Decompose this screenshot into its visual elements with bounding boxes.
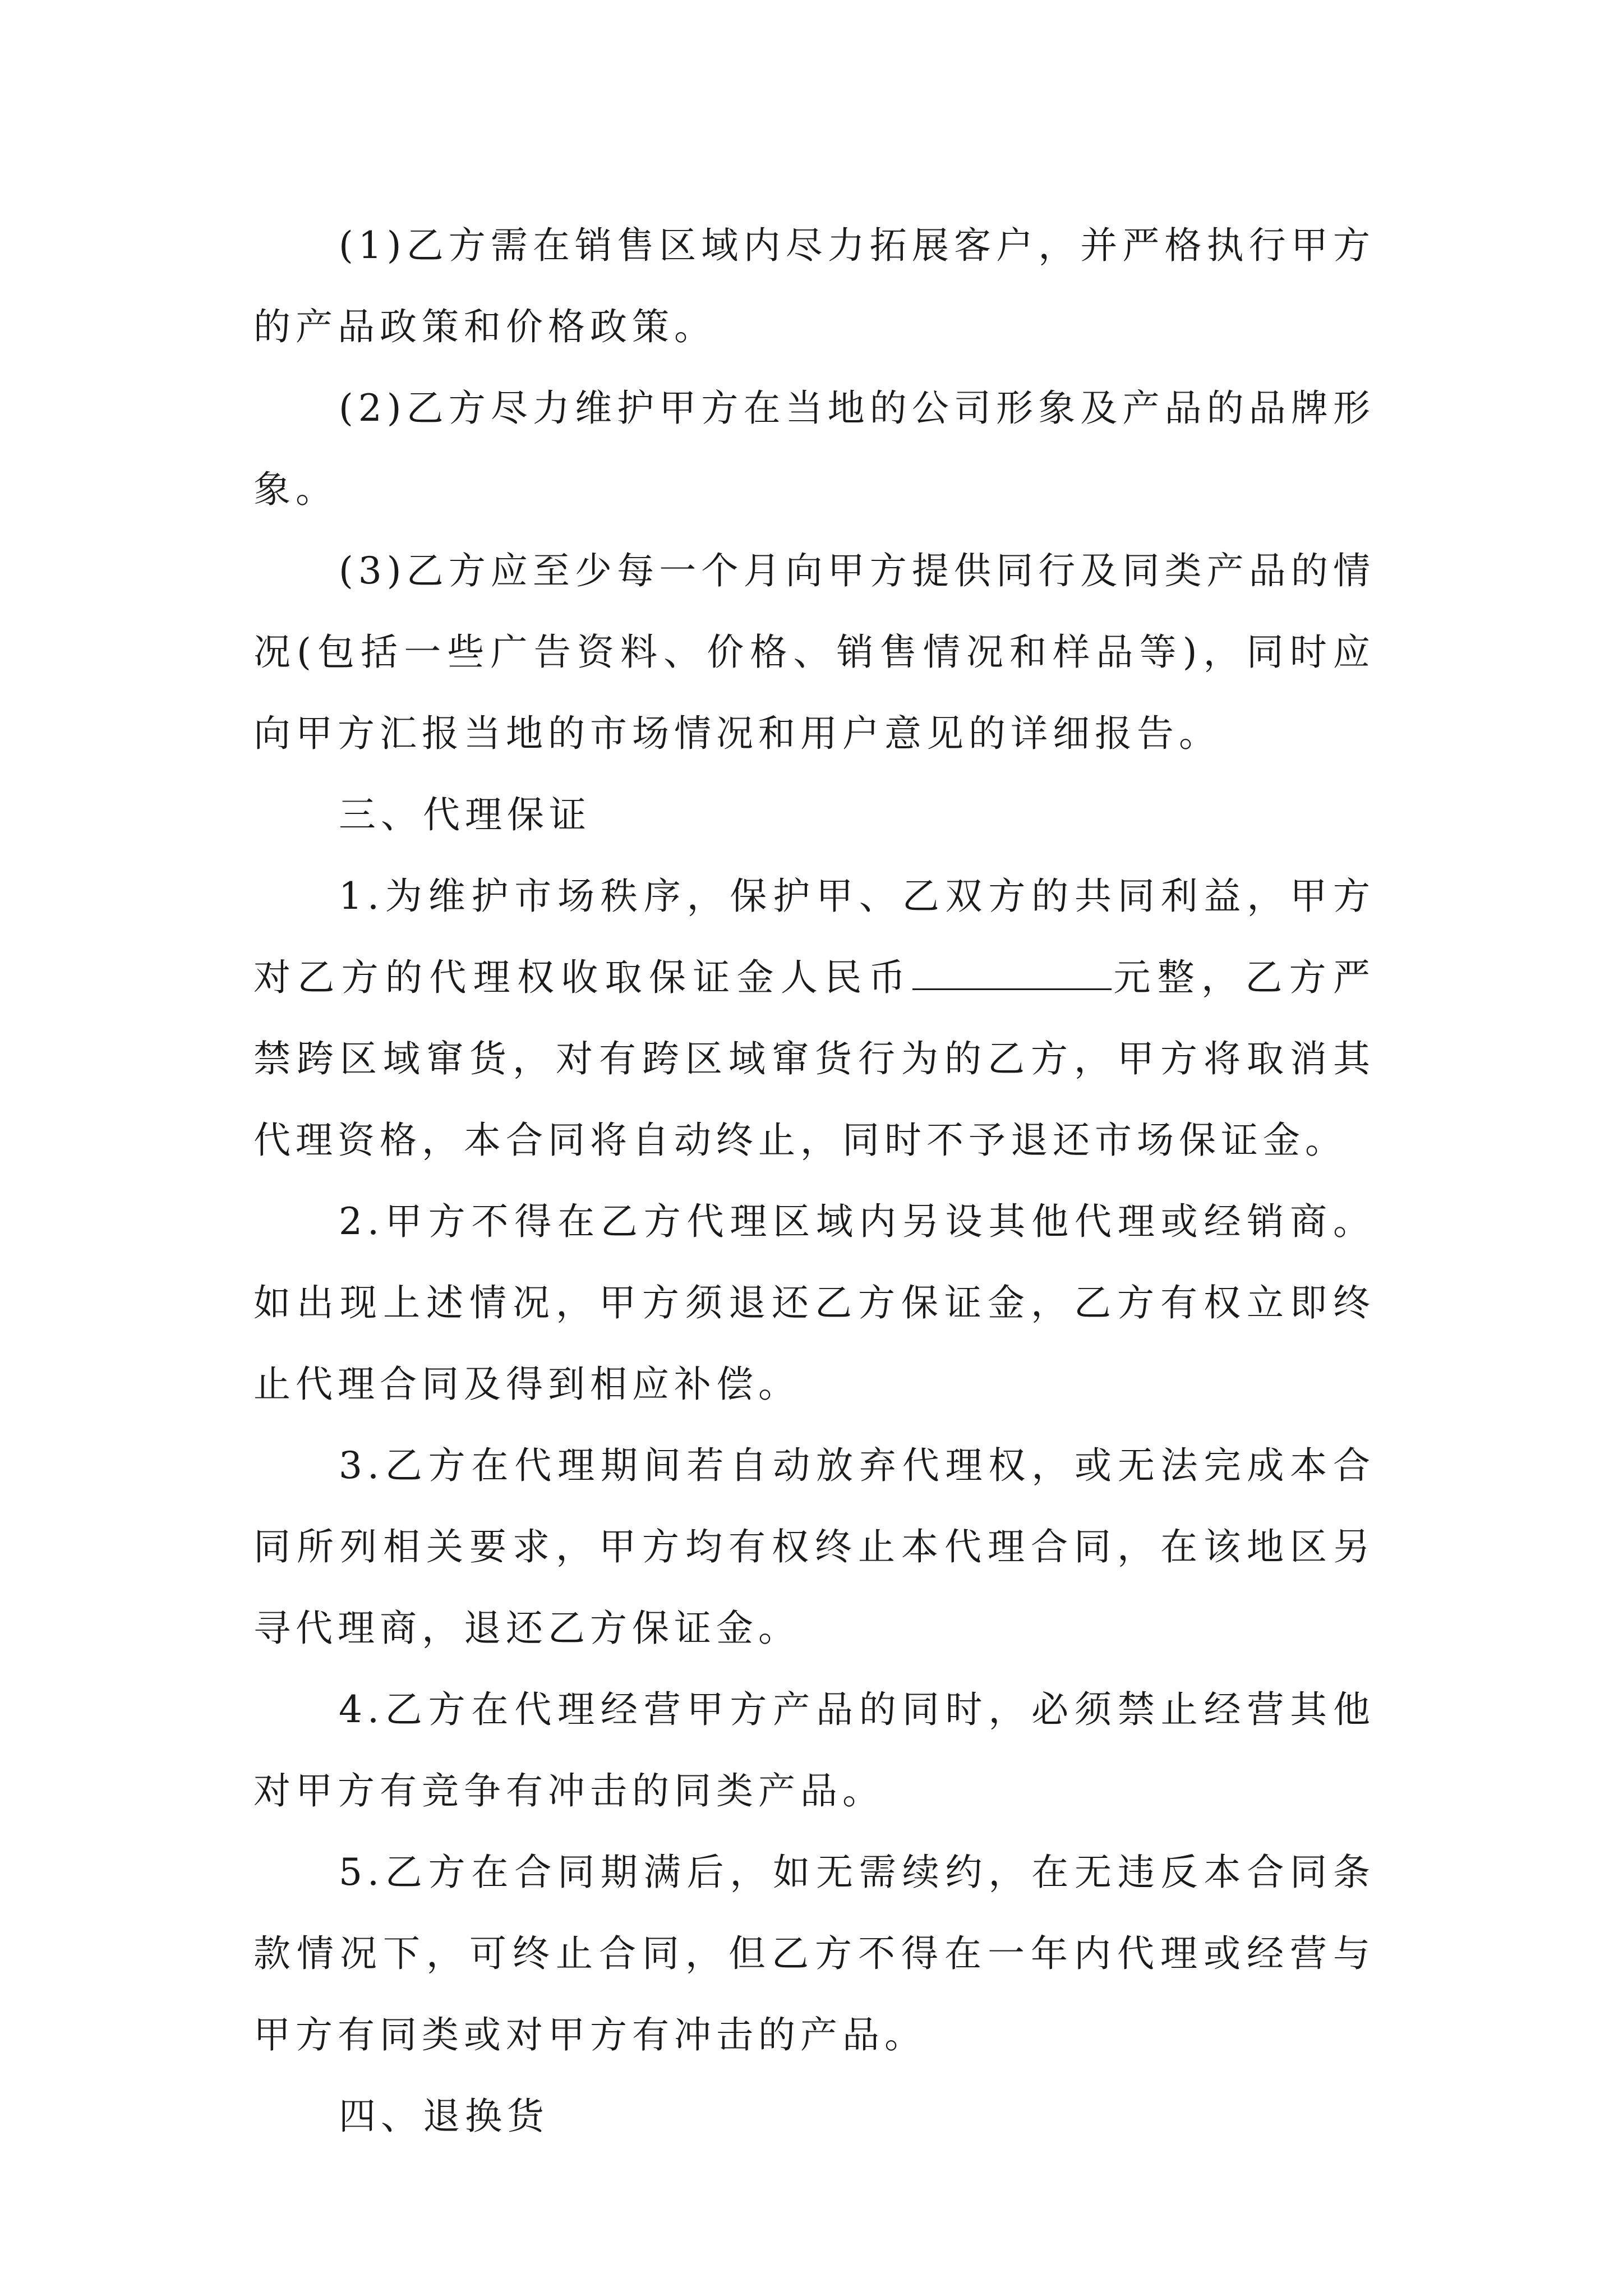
guarantee-item-2-paragraph: 2.甲方不得在乙方代理区域内另设其他代理或经销商。如出现上述情况，甲方须退还乙方保证金，乙方有权立即终止代理合同及得到相应补偿。 <box>253 1200 1375 1406</box>
section-heading-returns: 四、退换货 <box>339 2095 549 2138</box>
guarantee-item-1-text-before: 1.为维护市场秩序，保护甲、乙双方的共同利益，甲方对乙方的代理权收取保证金人民币 <box>253 875 1375 999</box>
clause-3-paragraph: (3)乙方应至少每一个月向甲方提供同行及同类产品的情况(包括一些广告资料、价格、销售情况和样品等)，同时应向甲方汇报当地的市场情况和用户意见的详细报告。 <box>253 549 1375 755</box>
guarantee-item-4-paragraph: 4.乙方在代理经营甲方产品的同时，必须禁止经营其他对甲方有竞争有冲击的同类产品。 <box>253 1688 1375 1812</box>
guarantee-item-5-paragraph: 5.乙方在合同期满后，如无需续约，在无违反本合同条款情况下，可终止合同，但乙方不得在一年内代理或经营与甲方有同类或对甲方有冲击的产品。 <box>253 1851 1375 2056</box>
guarantee-item-1-paragraph <box>253 855 1375 1181</box>
section-heading-agency-guarantee: 三、代理保证 <box>339 793 591 836</box>
document-body <box>253 205 1375 2157</box>
deposit-amount-blank <box>912 955 1112 990</box>
clause-1-paragraph: (1)乙方需在销售区域内尽力拓展客户，并严格执行甲方的产品政策和价格政策。 <box>253 224 1375 348</box>
clause-2-paragraph: (2)乙方尽力维护甲方在当地的公司形象及产品的品牌形象。 <box>253 386 1375 511</box>
guarantee-item-1-text-after: 元整，乙方严禁跨区域窜货，对有跨区域窜货行为的乙方，甲方将取消其代理资格，本合同将自动终止，同时不予退还市场保证金。 <box>253 956 1375 1162</box>
guarantee-item-3-paragraph: 3.乙方在代理期间若自动放弃代理权，或无法完成本合同所列相关要求，甲方均有权终止本代理合同，在该地区另寻代理商，退还乙方保证金。 <box>253 1444 1375 1650</box>
